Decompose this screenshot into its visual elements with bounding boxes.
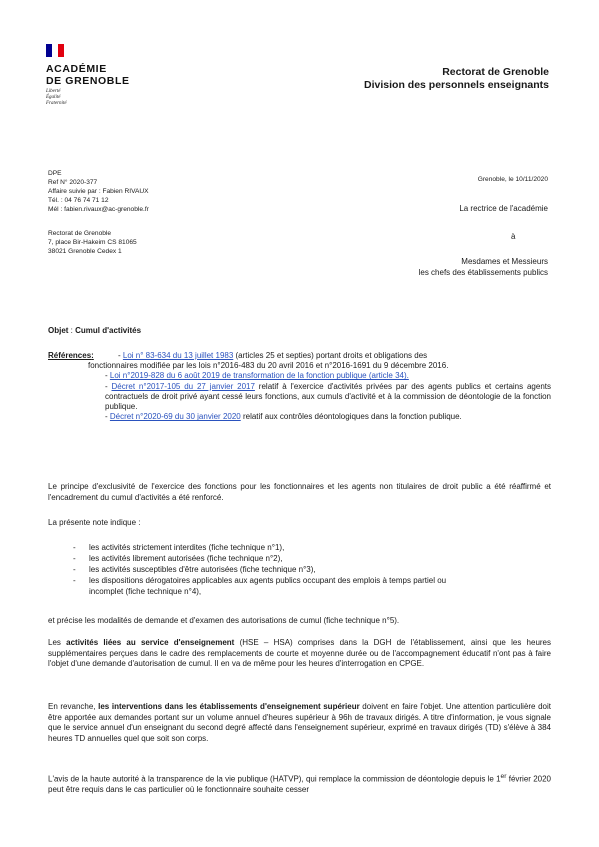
list-item: - les dispositions dérogatoires applicables aux agents publics occupant des emplois à temps partiel ou	[73, 576, 447, 585]
academie-name: ACADÉMIE DE GRENOBLE	[46, 63, 130, 87]
letter-from: La rectrice de l'académie	[459, 204, 548, 213]
recipients	[419, 257, 548, 278]
reference-link[interactable]: Décret n°2017-105 du 27 janvier 2017	[111, 381, 255, 391]
sender-line: Affaire suivie par : Fabien RIVAUX	[48, 188, 149, 195]
reference-link[interactable]: Loi n°2019-828 du 6 août 2019 de transformation de la fonction publique (article 34).	[109, 371, 409, 381]
letter-date: Grenoble, le 10/11/2020	[477, 176, 548, 183]
sender-line: DPE	[48, 170, 62, 177]
reference-item-4: - Décret n°2020-69 du 30 janvier 2020 relatif aux contrôles déontologiques dans la fonction publique.	[105, 412, 462, 422]
sender-block	[48, 169, 149, 214]
subject-line: Objet : Cumul d'activités	[48, 326, 142, 335]
reference-item-3: - Décret n°2017-105 du 27 janvier 2017 relatif à l'exercice d'activités privées par des agents publics et certains agents contractuels de droit privé ayant cessé leurs fonctions, aux cumuls d'activité et à la commission de déontologie de la fonction publique.	[105, 381, 552, 411]
body-paragraph: et précise les modalités de demande et d'examen des autorisations de cumul (fiche technique n°5).	[48, 616, 400, 625]
recipient-line: Mesdames et Messieurs	[461, 257, 548, 266]
sender-address	[48, 229, 137, 256]
body-paragraph: En revanche, les interventions dans les établissements d'enseignement supérieur doivent en faire l'objet. Une attention particulière doit être apportée aux demandes portant sur un volume annuel d'heures supérieur à 96h de travaux dirigés. A titre d'information, je vous signale que le service annuel d'un enseignant du second degré affecté dans l'enseignement supérieur, exprimé en travaux dirigés (TD) s'élève à 384 heures TD annuelles quel que soit son corps.	[48, 702, 552, 743]
sender-line: Ref N° 2020-377	[48, 179, 98, 186]
reference-link[interactable]: Décret n°2020-69 du 30 janvier 2020	[109, 412, 241, 422]
marianne-flag-icon	[46, 44, 64, 57]
address-line: Rectorat de Grenoble	[48, 230, 112, 237]
sender-line: Mél : fabien.rivaux@ac-grenoble.fr	[48, 206, 149, 213]
body-paragraph: Les activités liées au service d'enseignement (HSE – HSA) comprises dans la DGH de l'établissement, ainsi que les heures supplémentaires perçues dans le cadre des remplacements de courte et moyenne durée ou de l'accompagnement éducatif n'ont pas à faire l'objet d'une demande d'autorisation de cumul. Il en va de même pour les heures d'interrogation en CPGE.	[48, 638, 552, 668]
sender-line: Tél. : 04 76 74 71 12	[48, 197, 109, 204]
list-item: - les activités susceptibles d'être autorisées (fiche technique n°3),	[73, 565, 316, 574]
recipient-line: les chefs des établissements publics	[418, 267, 548, 277]
body-paragraph: Le principe d'exclusivité de l'exercice des fonctions pour les fonctionnaires et les agents non titulaires de droit public a été réaffirmé et l'encadrement du cumul d'activités a été renforcé.	[48, 482, 551, 502]
letterhead	[364, 66, 549, 92]
letter-to-word: à	[511, 232, 516, 241]
address-line: 7, place Bir-Hakeim CS 81065	[48, 239, 137, 246]
reference-item-1-cont: fonctionnaires modifiée par les lois n°2016-483 du 20 avril 2016 et n°2016-1691 du 9 décembre 2016.	[88, 361, 449, 371]
address-line: 38021 Grenoble Cedex 1	[48, 248, 122, 255]
list-item: - les activités strictement interdites (fiche technique n°1),	[73, 543, 285, 552]
subject-text: Cumul d'activités	[75, 326, 142, 335]
reference-item-2: - Loi n°2019-828 du 6 août 2019 de transformation de la fonction publique (article 34).	[105, 371, 409, 381]
fiche-list	[73, 542, 446, 597]
subject-label: Objet	[48, 326, 69, 335]
body-paragraph: L'avis de la haute autorité à la transparence de la vie publique (HATVP), qui remplace la commission de déontologie depuis le 1er février 2020 peut être requis dans le cas particulier où le fonctionnaire souhaite cesser	[48, 773, 552, 795]
org-name: Rectorat de Grenoble	[442, 66, 549, 78]
division-name: Division des personnels enseignants	[364, 79, 549, 91]
references-label: Références:	[48, 351, 94, 360]
reference-item-1: - Loi n° 83-634 du 13 juillet 1983 (articles 25 et septies) portant droits et obligations des	[118, 351, 428, 360]
reference-prefix: -	[118, 351, 123, 360]
body-paragraph: La présente note indique :	[48, 518, 141, 527]
list-item: - les activités librement autorisées (fiche technique n°2),	[73, 554, 283, 563]
list-item-cont: incomplet (fiche technique n°4),	[89, 587, 202, 596]
republic-motto: Liberté Égalité Fraternité	[46, 89, 67, 106]
reference-link[interactable]: Loi n° 83-634 du 13 juillet 1983	[122, 351, 234, 360]
